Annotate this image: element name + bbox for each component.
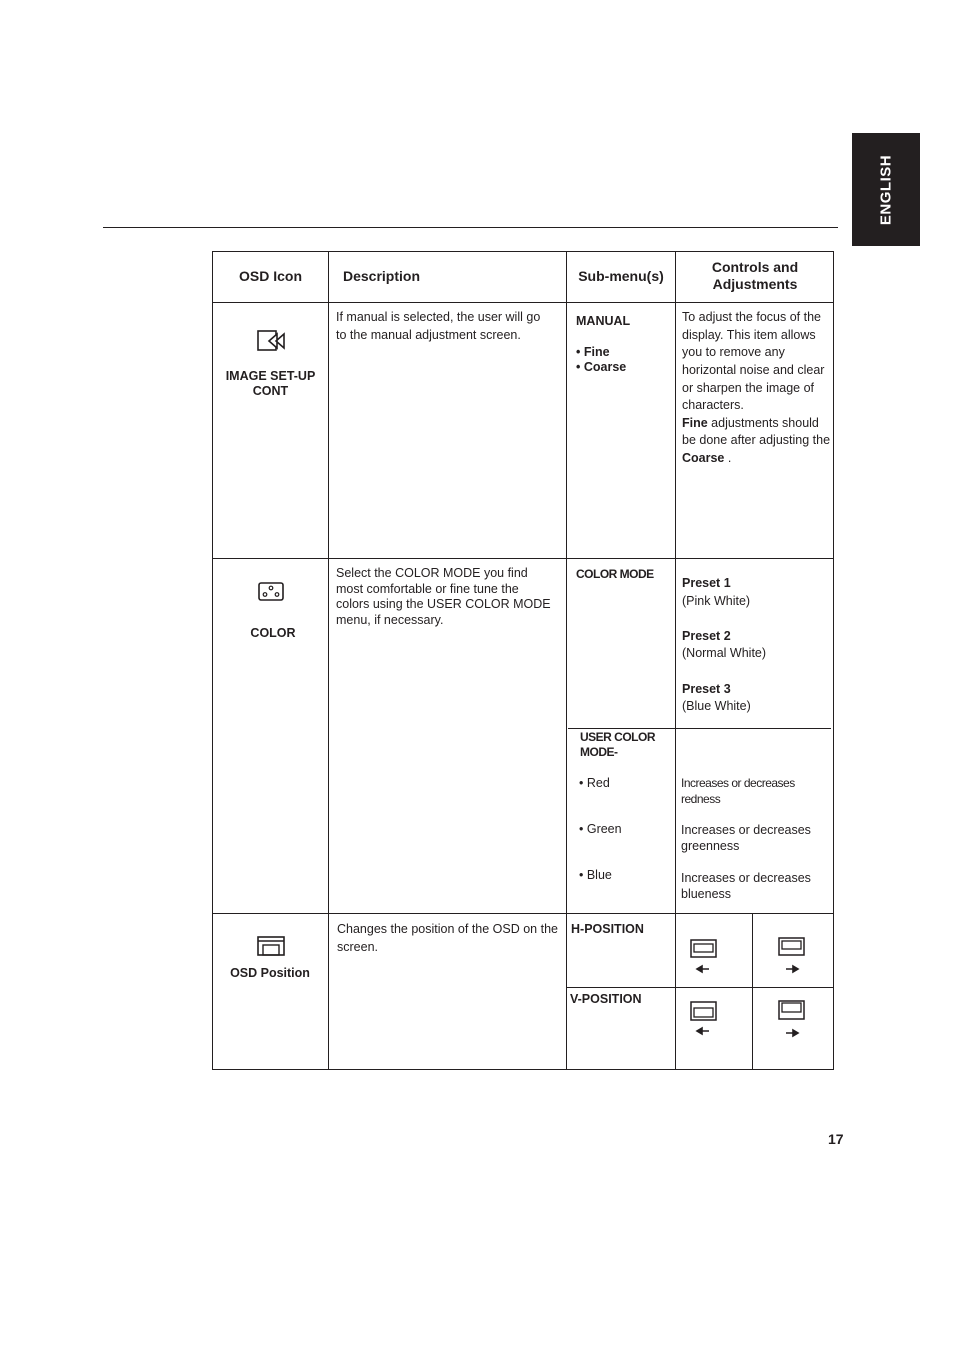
user-item-green: • Green — [579, 822, 622, 836]
preset-3-name: Preset 3 — [682, 682, 731, 696]
red-desc-2: redness — [681, 792, 721, 806]
h-position-right-icon — [778, 937, 806, 975]
red-desc-1: Increases or decreases — [681, 776, 795, 790]
language-tab-label: ENGLISH — [877, 154, 895, 225]
image-controls-line-4: horizontal noise and clear — [682, 363, 825, 377]
row-divider-header — [213, 302, 833, 303]
submenu-user-color-1: USER COLOR — [580, 730, 656, 744]
header-rule — [103, 227, 838, 228]
submenu-fine: • Fine — [576, 345, 610, 359]
header-controls-line2: Adjustments — [712, 276, 798, 292]
submenu-coarse: • Coarse — [576, 360, 627, 374]
col-divider-1 — [328, 252, 329, 1069]
image-desc-line-2: to the manual adjustment screen. — [336, 328, 521, 342]
header-controls-line1: Controls and — [711, 259, 799, 275]
preset-3-value: (Blue White) — [682, 699, 751, 713]
v-position-left-icon — [690, 1001, 718, 1037]
user-item-red: • Red — [579, 776, 610, 790]
image-controls-line-3: you to remove any — [682, 345, 785, 359]
row-divider-hpos — [567, 987, 833, 988]
preset-2-name: Preset 2 — [682, 629, 731, 643]
image-controls-line-9 — [682, 450, 731, 468]
h-position-left-icon — [690, 939, 718, 975]
osd-desc-line-1: Changes the position of the OSD on the — [337, 922, 558, 936]
image-controls-line-1: To adjust the focus of the — [682, 310, 821, 324]
color-desc-line-4: menu, if necessary. — [336, 613, 444, 627]
osd-position-icon — [257, 936, 285, 956]
color-desc-line-1: Select the COLOR MODE you find — [336, 566, 528, 580]
submenu-h-position: H-POSITION — [571, 922, 644, 936]
submenu-v-position: V-POSITION — [570, 992, 642, 1006]
color-desc-line-2: most comfortable or fine tune the — [336, 582, 519, 596]
v-position-right-icon — [778, 1000, 806, 1037]
image-setup-icon — [257, 330, 287, 352]
col-divider-2 — [566, 252, 567, 1069]
header-submenus: Sub-menu(s) — [578, 268, 664, 284]
color-desc-line-3: colors using the USER COLOR MODE — [336, 597, 551, 611]
page-number: 17 — [828, 1131, 844, 1147]
osd-desc-line-2: screen. — [337, 940, 378, 954]
col-divider-3 — [675, 252, 676, 1069]
osd-position-label: OSD Position — [230, 966, 310, 980]
language-tab — [852, 133, 920, 246]
blue-desc-1: Increases or decreases — [681, 871, 811, 885]
header-osd-icon: OSD Icon — [238, 268, 302, 284]
image-desc-line-1: If manual is selected, the user will go — [336, 310, 541, 324]
row-divider-image — [213, 558, 833, 559]
color-label: COLOR — [250, 626, 296, 640]
green-desc-1: Increases or decreases — [681, 823, 811, 837]
image-controls-line-5: or sharpen the image of — [682, 381, 815, 395]
coarse-bold: Coarse — [682, 451, 725, 465]
blue-desc-2: blueness — [681, 887, 732, 901]
user-item-blue: • Blue — [579, 868, 612, 882]
image-controls-line-6: characters. — [682, 398, 744, 412]
header-description: Description — [343, 268, 421, 284]
row-divider-color — [213, 913, 833, 914]
fine-rest: adjustments should — [707, 416, 819, 430]
col-divider-4 — [752, 913, 753, 1069]
coarse-rest: . — [724, 451, 732, 465]
image-setup-label-2: CONT — [252, 384, 289, 398]
image-controls-line-2: display. This item allows — [682, 328, 816, 342]
submenu-color-mode: COLOR MODE — [576, 567, 654, 581]
image-controls-line-7 — [682, 415, 819, 433]
preset-1-name: Preset 1 — [682, 576, 731, 590]
submenu-manual: MANUAL — [576, 314, 631, 328]
submenu-user-color-2: MODE- — [580, 745, 618, 759]
green-desc-2: greenness — [681, 839, 740, 853]
color-icon — [258, 582, 285, 601]
image-controls-line-8: be done after adjusting the — [682, 433, 831, 447]
preset-1-value: (Pink White) — [682, 594, 751, 608]
fine-bold: Fine — [682, 416, 708, 430]
image-setup-label-1: IMAGE SET-UP — [225, 369, 316, 383]
preset-2-value: (Normal White) — [682, 646, 767, 660]
